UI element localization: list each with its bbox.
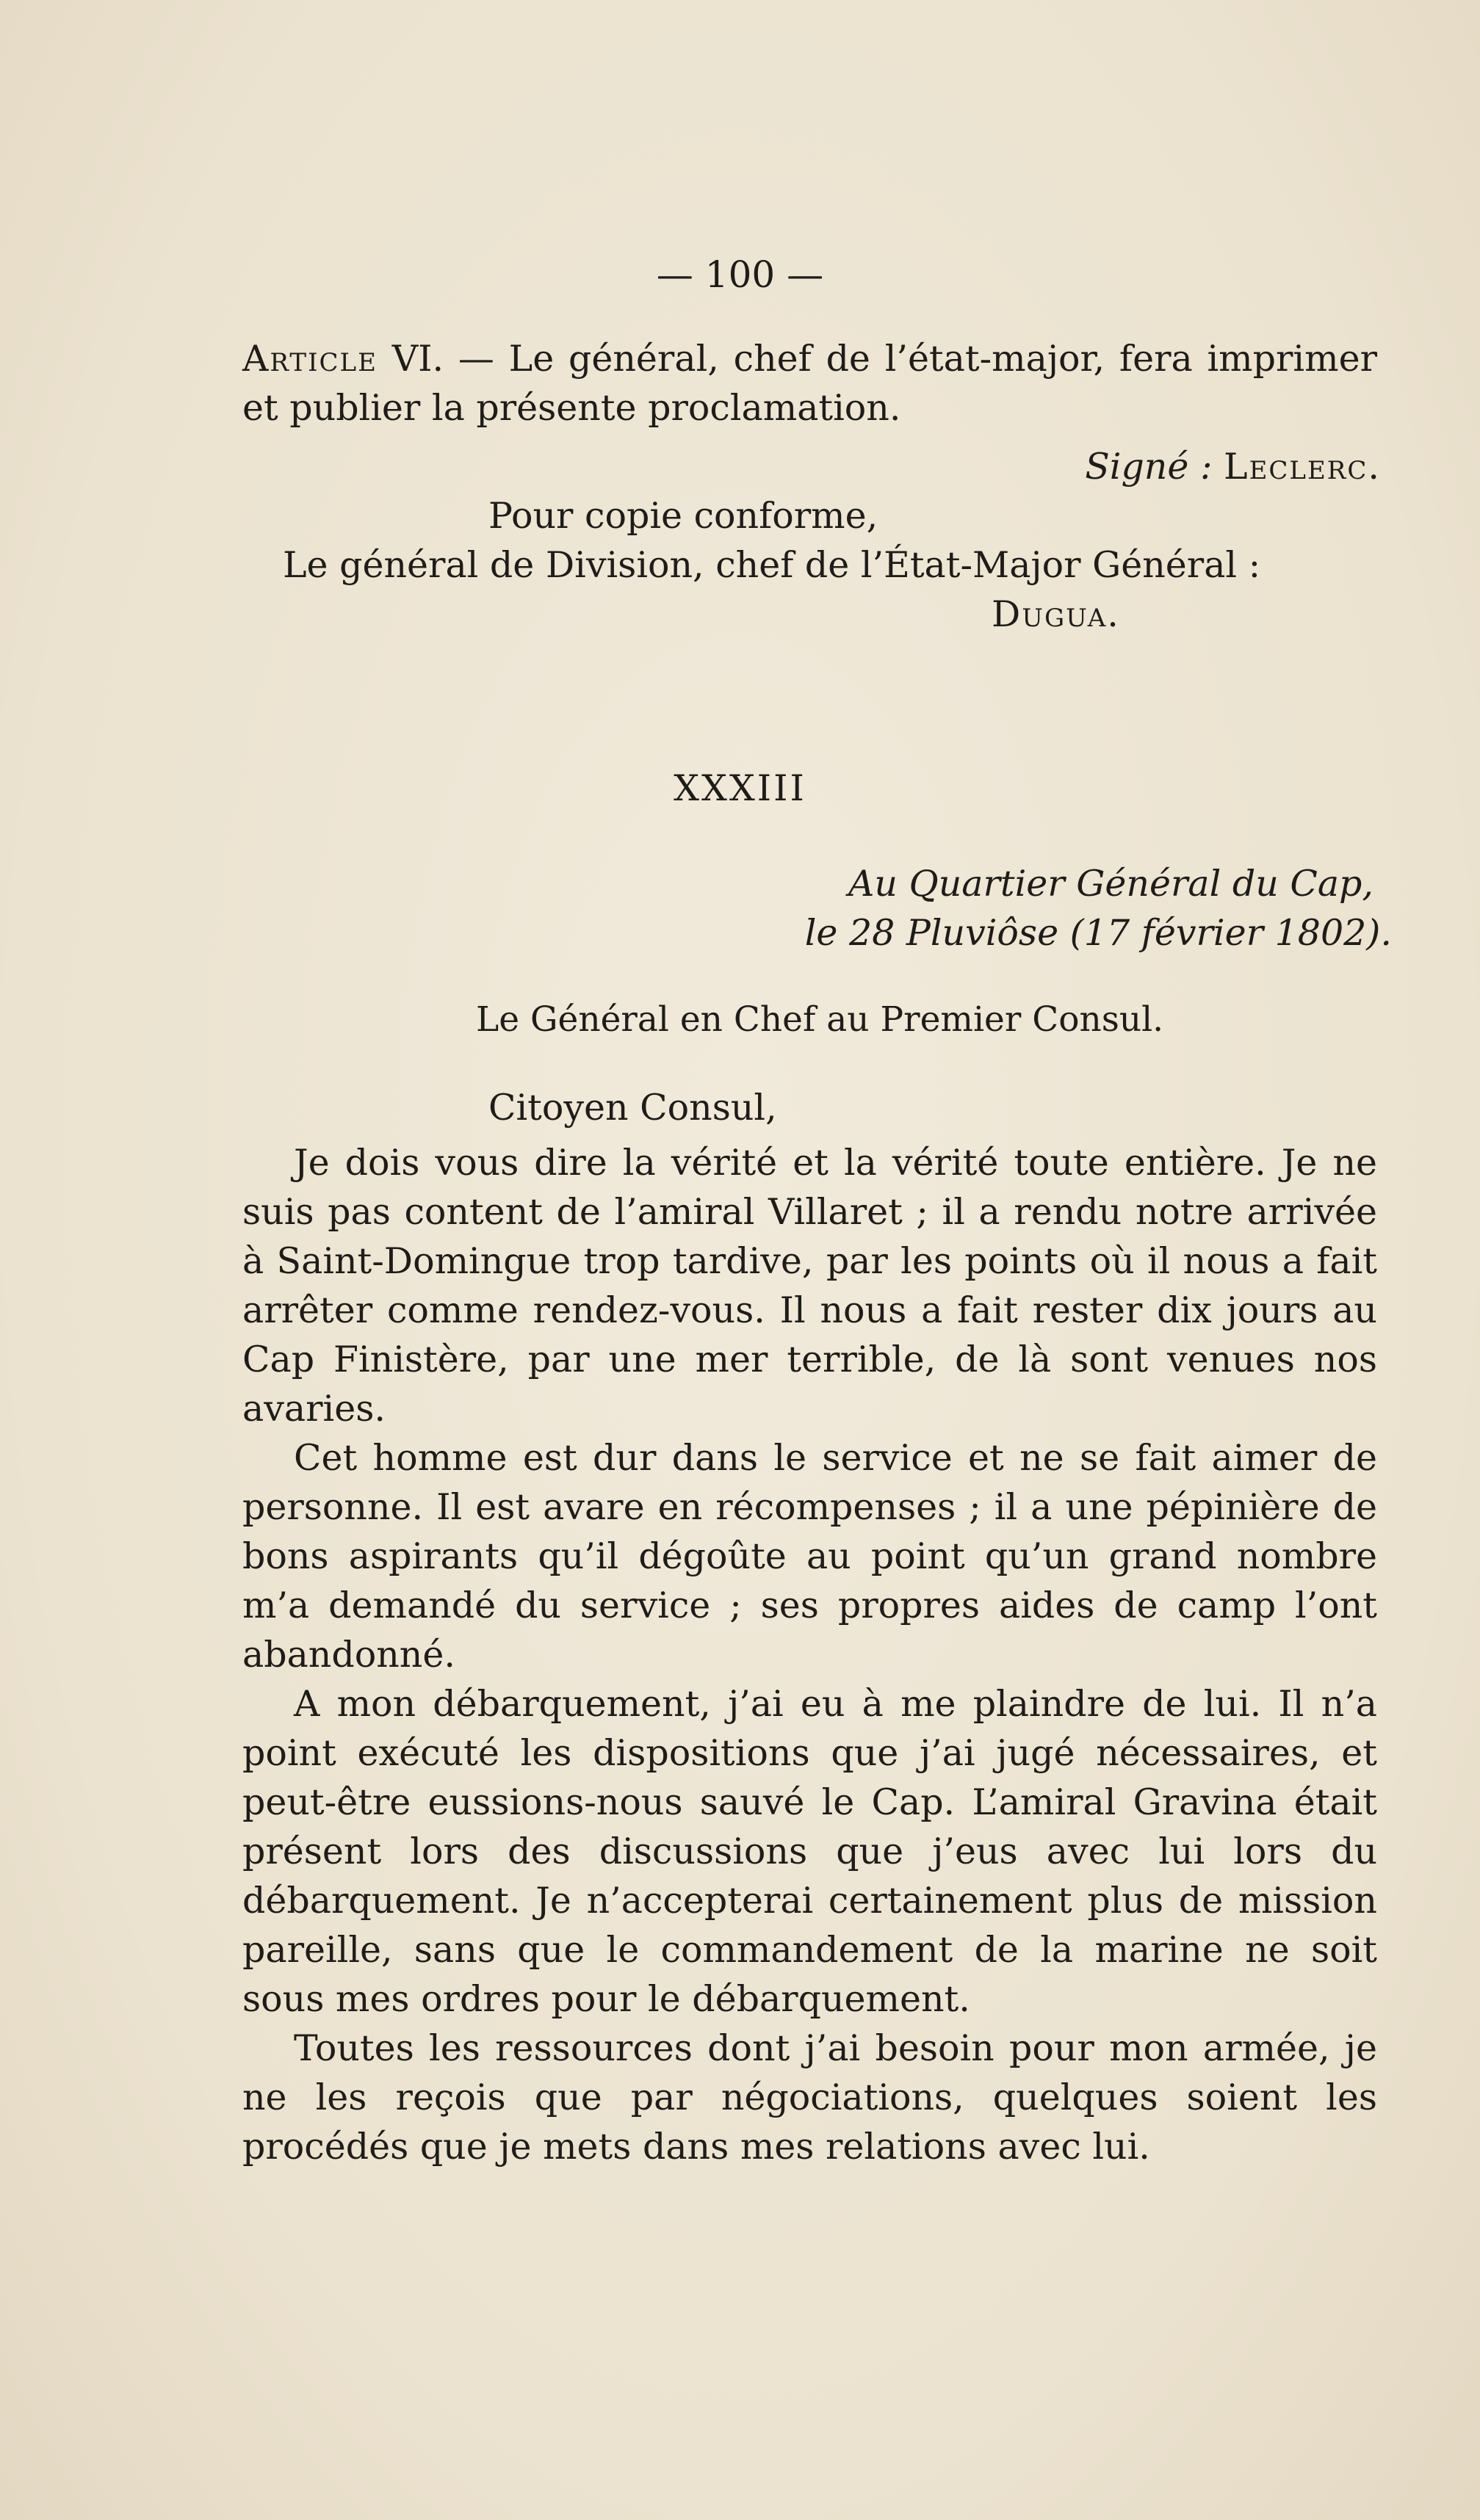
paragraph-4: Toutes les ressources dont j’ai besoin pour mon armée, je ne les reçois que par négociations, quelques soient les procédés que je mets dans mes relations avec lui. bbox=[242, 2027, 1377, 2168]
article-label: Article bbox=[242, 338, 378, 380]
page-number: — 100 — bbox=[656, 253, 824, 296]
dugua-name: Dugua. bbox=[992, 593, 1120, 635]
signature-name: Leclerc. bbox=[1224, 446, 1381, 488]
article-paragraph bbox=[242, 334, 1377, 432]
paragraph-3: A mon débarquement, j’ai eu à me plaindre de lui. Il n’a point exécuté les dispositions que j’ai jugé nécessaires, et peut-être eussions-nous sauvé le Cap. L’amiral Gravina était présent lors des discussions que j’eus avec lui lors du débarquement. Je n’accepterai certainement plus de mission pareille, sans que le commandement de la marine ne soit sous mes ordres pour le débarquement. bbox=[242, 1683, 1377, 2020]
signature-line bbox=[242, 442, 1381, 491]
article-text: VI. — Le général, chef de l’état-major, fera imprimer et publier la présente proclamation. bbox=[242, 338, 1377, 429]
salutation: Citoyen Consul, bbox=[488, 1087, 777, 1129]
section-heading: XXXIII bbox=[674, 767, 806, 809]
copy-conform-line: Pour copie conforme, bbox=[488, 495, 878, 537]
paragraph-2: Cet homme est dur dans le service et ne se fait aimer de personne. Il est avare en récompenses ; il a une pépinière de bons aspirants qu’il dégoûte au point qu’un grand nombre m’a demandé du service ; ses propres aides de camp l’ont abandonné. bbox=[242, 1437, 1377, 1676]
general-division-line: Le général de Division, chef de l’État-Major Général : bbox=[283, 544, 1261, 586]
letter-title: Le Général en Chef au Premier Consul. bbox=[476, 999, 1164, 1040]
letter-body bbox=[242, 1138, 1377, 2171]
signed-label: Signé : bbox=[1085, 446, 1213, 488]
dugua-signature bbox=[992, 590, 1359, 639]
paragraph-1: Je dois vous dire la vérité et la vérité toute entière. Je ne suis pas content de l’amiral Villaret ; il a rendu notre arrivée à Saint-Domingue trop tardive, par les points où il nous a fait arrêter comme rendez-vous. Il nous a fait rester dix jours au Cap Finistère, par une mer terrible, de là sont venues nos avaries. bbox=[242, 1142, 1377, 1430]
dateline-2: le 28 Pluviôse (17 février 1802). bbox=[804, 912, 1392, 954]
dateline-1: Au Quartier Général du Cap, bbox=[848, 863, 1373, 905]
